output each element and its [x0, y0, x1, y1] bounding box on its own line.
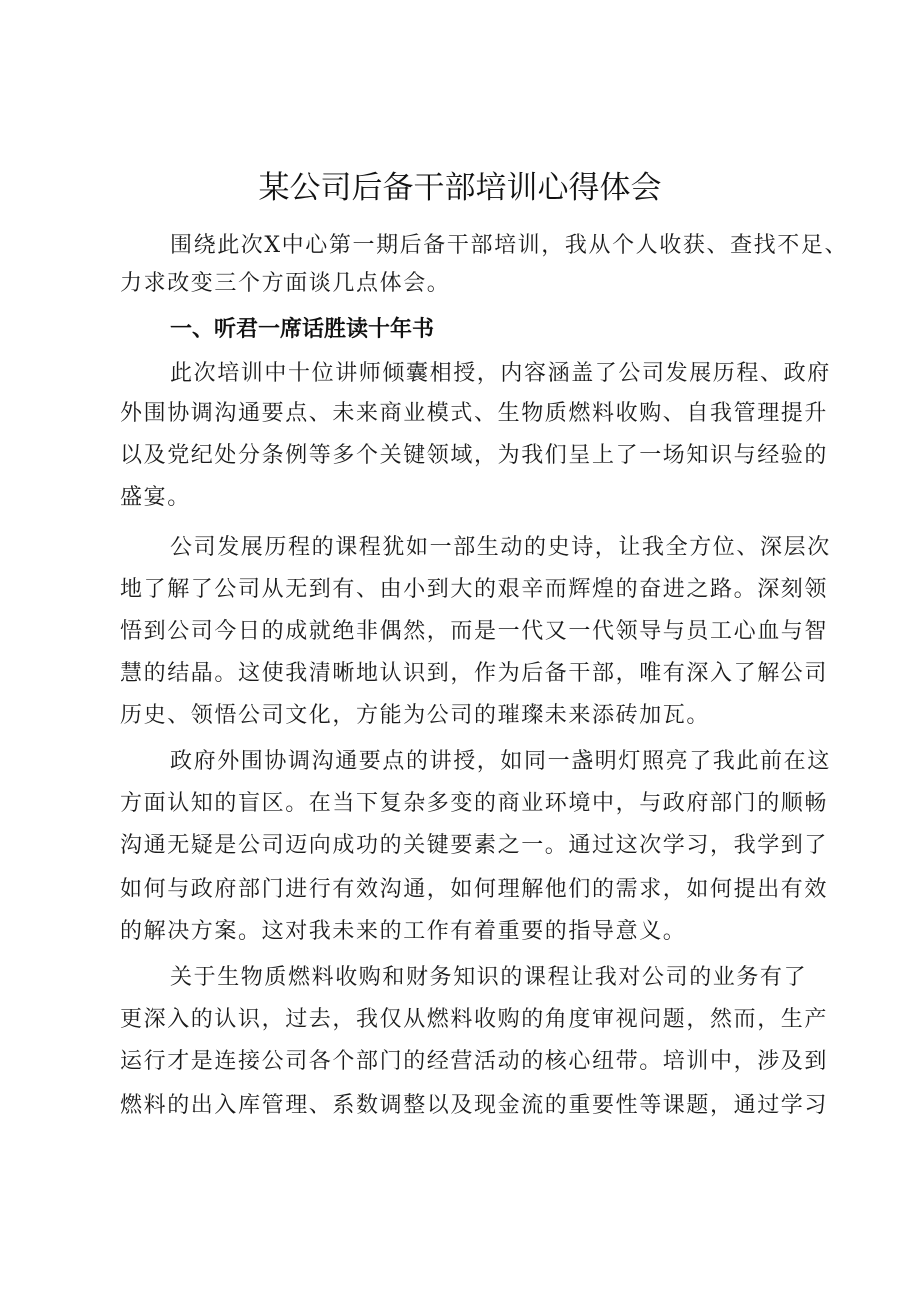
paragraph-line: 方面认知的盲区。在当下复杂多变的商业环境中，与政府部门的顺畅 — [120, 791, 829, 816]
document-title: 某公司后备干部培训心得体会 — [258, 170, 662, 206]
paragraph-line: 外围协调沟通要点、未来商业模式、生物质燃料收购、自我管理提升 — [120, 401, 829, 426]
paragraph-line: 地了解了公司从无到有、由小到大的艰辛而辉煌的奋进之路。深刻领 — [120, 577, 829, 602]
paragraph-line: 燃料的出入库管理、系数调整以及现金流的重要性等课题，通过学习 — [120, 1093, 829, 1118]
intro-line: 力求改变三个方面谈几点体会。 — [120, 271, 451, 296]
paragraph-line: 公司发展历程的课程犹如一部生动的史诗，让我全方位、深层次 — [170, 535, 831, 560]
paragraph-line: 运行才是连接公司各个部门的经营活动的核心纽带。培训中，涉及到 — [120, 1049, 829, 1074]
paragraph-line: 历史、领悟公司文化，方能为公司的璀璨未来添砖加瓦。 — [120, 703, 711, 728]
paragraph-line: 以及党纪处分条例等多个关键领域，为我们呈上了一场知识与经验的 — [120, 443, 829, 468]
paragraph-line: 更深入的认识，过去，我仅从燃料收购的角度审视问题，然而，生产 — [120, 1007, 829, 1032]
paragraph-line: 如何与政府部门进行有效沟通，如何理解他们的需求，如何提出有效 — [120, 877, 829, 902]
paragraph-line: 沟通无疑是公司迈向成功的关键要素之一。通过这次学习，我学到了 — [120, 833, 829, 858]
paragraph-line: 政府外围协调沟通要点的讲授，如同一盏明灯照亮了我此前在这 — [170, 749, 831, 774]
paragraph-line: 关于生物质燃料收购和财务知识的课程让我对公司的业务有了 — [170, 965, 808, 990]
paragraph-line: 此次培训中十位讲师倾囊相授，内容涵盖了公司发展历程、政府 — [170, 361, 831, 386]
paragraph-line: 悟到公司今日的成就绝非偶然，而是一代又一代领导与员工心血与智 — [120, 619, 829, 644]
paragraph-line: 慧的结晶。这使我清晰地认识到，作为后备干部，唯有深入了解公司 — [120, 661, 829, 686]
section-heading: 一、听君一席话胜读十年书 — [170, 317, 435, 342]
intro-line: 围绕此次X中心第一期后备干部培训，我从个人收获、查找不足、 — [170, 233, 849, 258]
paragraph-line: 的解决方案。这对我未来的工作有着重要的指导意义。 — [120, 919, 687, 944]
paragraph-line: 盛宴。 — [120, 485, 191, 510]
